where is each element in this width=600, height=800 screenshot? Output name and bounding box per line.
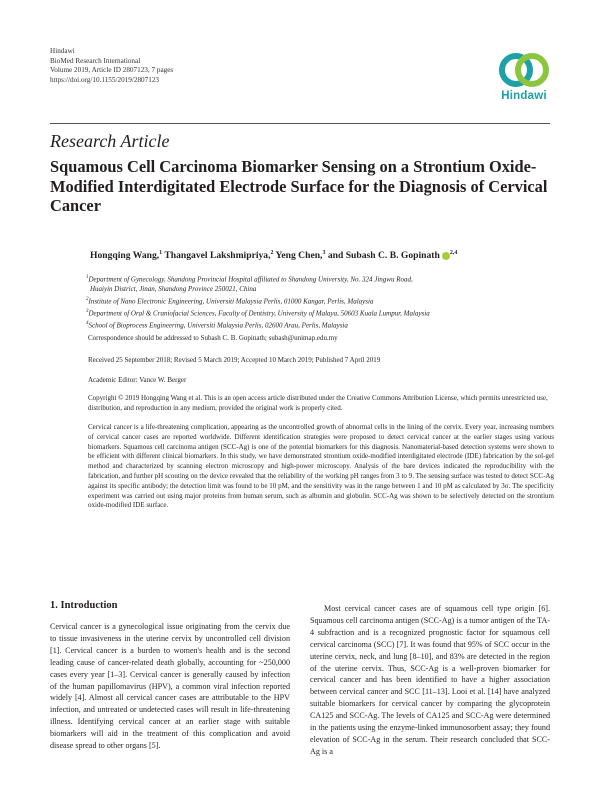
article-title: Squamous Cell Carcinoma Biomarker Sensing on a Strontium Oxide-Modified Interdigitated Electrode Surface for the Diagnosis of Cervical Cancer (50, 157, 548, 215)
affiliation-item (86, 307, 556, 319)
paragraph: Most cervical cancer cases are of squamous cell type origin [6]. Squamous cell carcinoma antigen (SCC-Ag) is a tumor antigen of the TA-4 subfraction and is a recognized prognostic factor for squamous cell cervical carcinoma (SCC) [7]. It was found that 95% of SCC occur in the uterine cervix, neck, and lung [8–10], and 83% are detected in the region of the uterine cervix. Thus, SCC-Ag is a well-proven biomarker for cervical cancer and has been identified to have a higher association between cervical cancer and SCC [11–13]. Looi et al. [14] have analyzed suitable biomarkers for cervical cancer by comparing the glycoprotein CA125 and SCC-Ag. The levels of CA125 and SCC-Ag were determined in the patients using the enzyme-linked immunosorbent assay; they found elevation of SCC-Ag in the serum. Their research concluded that SCC-Ag is a (310, 604, 550, 756)
doi-link[interactable]: https://doi.org/10.1155/2019/2807123 (50, 75, 160, 84)
section-heading: 1. Introduction (50, 600, 118, 611)
author-name: Yeng Chen, (275, 250, 323, 262)
body-column-right (310, 603, 550, 758)
affil-text: Institute of Nano Electronic Engineering, Universiti Malaysia Perlis, 01000 Kangar, Perlis, Malaysia (88, 297, 374, 306)
academic-editor: Academic Editor: Vance W. Berger (88, 376, 187, 384)
affil-num: 2 (86, 296, 89, 302)
author-list (90, 250, 457, 261)
author-affil-sup: 3 (322, 250, 326, 256)
affil-num: 3 (86, 309, 89, 315)
author-affil-sup: 2 (270, 250, 274, 256)
author-name: and Subash C. B. Gopinath (327, 250, 440, 262)
affiliation-item-cont: Huaiyin District, Jinan, Shandong Province 250021, China (90, 285, 257, 294)
author-affil-sup: 1 (159, 250, 163, 256)
author-affil-sup: 2,4 (449, 250, 458, 256)
paragraph: Cervical cancer is a gynecological issue originating from the cervix due to tissue invasiveness in the uterine cervix by uncontrolled cell division [1]. Cervical cancer is a burden to women's health and is the second leading cause of cancer-related death globally, accounting for ~250,000 cases every year [1–3]. Cervical cancer is generally caused by infection of the human papillomavirus (HPV), a common viral infection reported widely [4]. Almost all cervical cancer cases are attributable to the HPV infection, and untreated or undetected cases will result in life-threatening illness. Identifying cervical cancer at an earlier stage with suitable biomarkers will aid in the treatment of this complication and avoid disease spread to other organs [5]. (50, 622, 290, 751)
header-divider (50, 123, 550, 124)
orcid-icon[interactable] (442, 252, 450, 260)
affiliation-item (86, 273, 556, 285)
journal-header (50, 47, 173, 85)
affil-num: 1 (86, 275, 89, 280)
affil-text: School of Bioprocess Engineering, Universiti Malaysia Perlis, 02600 Arau, Perlis, Malaysia (88, 321, 348, 330)
affil-num: 4 (86, 321, 89, 327)
affiliation-item (86, 319, 556, 331)
abstract: Cervical cancer is a life-threatening complication, appearing as the uncontrolled growth of abnormal cells in the lining of the cervix. Every year, increasing numbers of cervical cancer cases are reported worldwide. Different identification strategies were proposed to detect cervical cancer at the earlier stages using various biomarkers. Squamous cell carcinoma antigen (SCC-Ag) is one of the potential biomarkers for this diagnosis. Nanomaterial-based detection systems were shown to be efficient with different clinical biomarkers. In this study, we have demonstrated strontium oxide-modified interdigitated electrode (IDE) fabrication by the sol-gel method and characterized by scanning electron microscopy and high-power microscopy. Analysis of the bare devices indicated the reproducibility with the fabrication, and further pH scouting on the device revealed that the reliability of the working pH ranges from 3 to 9. The sensing surface was tested to detect SCC-Ag against its specific antibody; the detection limit was found to be 10 pM, and the sensitivity was in the range between 1 and 10 pM as calculated by 3σ. The specificity experiment was carried out using major proteins from human serum, such as albumin and globulin. SCC-Ag was shown to be selectively detected on the strontium oxide-modified IDE surface. (88, 423, 554, 510)
affil-text: Department of Oral & Craniofacial Sciences, Faculty of Dentistry, University of Malaya, 50603 Kuala Lumpur, Malaysia (88, 309, 430, 318)
article-type: Research Article (50, 131, 170, 151)
hindawi-logo-text: Hindawi (501, 90, 547, 102)
affiliations (86, 273, 556, 331)
correspondence: Correspondence should be addressed to Subash C. B. Gopinath; subash@unimap.edu.my (88, 334, 338, 342)
body-column-left (50, 621, 290, 752)
volume-info: Volume 2019, Article ID 2807123, 7 pages (50, 66, 174, 75)
journal-name: BioMed Research International (50, 56, 141, 65)
copyright-notice: Copyright © 2019 Hongqing Wang et al. This is an open access article distributed under the Creative Commons Attribution License, which permits unrestricted use, distribution, and reproduction in any medium, provided the original work is properly cited. (88, 394, 548, 412)
author-name: Hongqing Wang, (90, 250, 160, 262)
article-dates: Received 25 September 2018; Revised 5 March 2019; Accepted 10 March 2019; Published 7 April 2019 (88, 356, 381, 364)
affiliation-item (86, 295, 556, 307)
author-name: Thangavel Lakshmipriya, (164, 250, 271, 262)
publisher-name: Hindawi (50, 47, 75, 55)
affil-text: Department of Gynecology, Shandong Provincial Hospital affiliated to Shandong University, No. 324 Jingwu Road, (88, 275, 413, 284)
